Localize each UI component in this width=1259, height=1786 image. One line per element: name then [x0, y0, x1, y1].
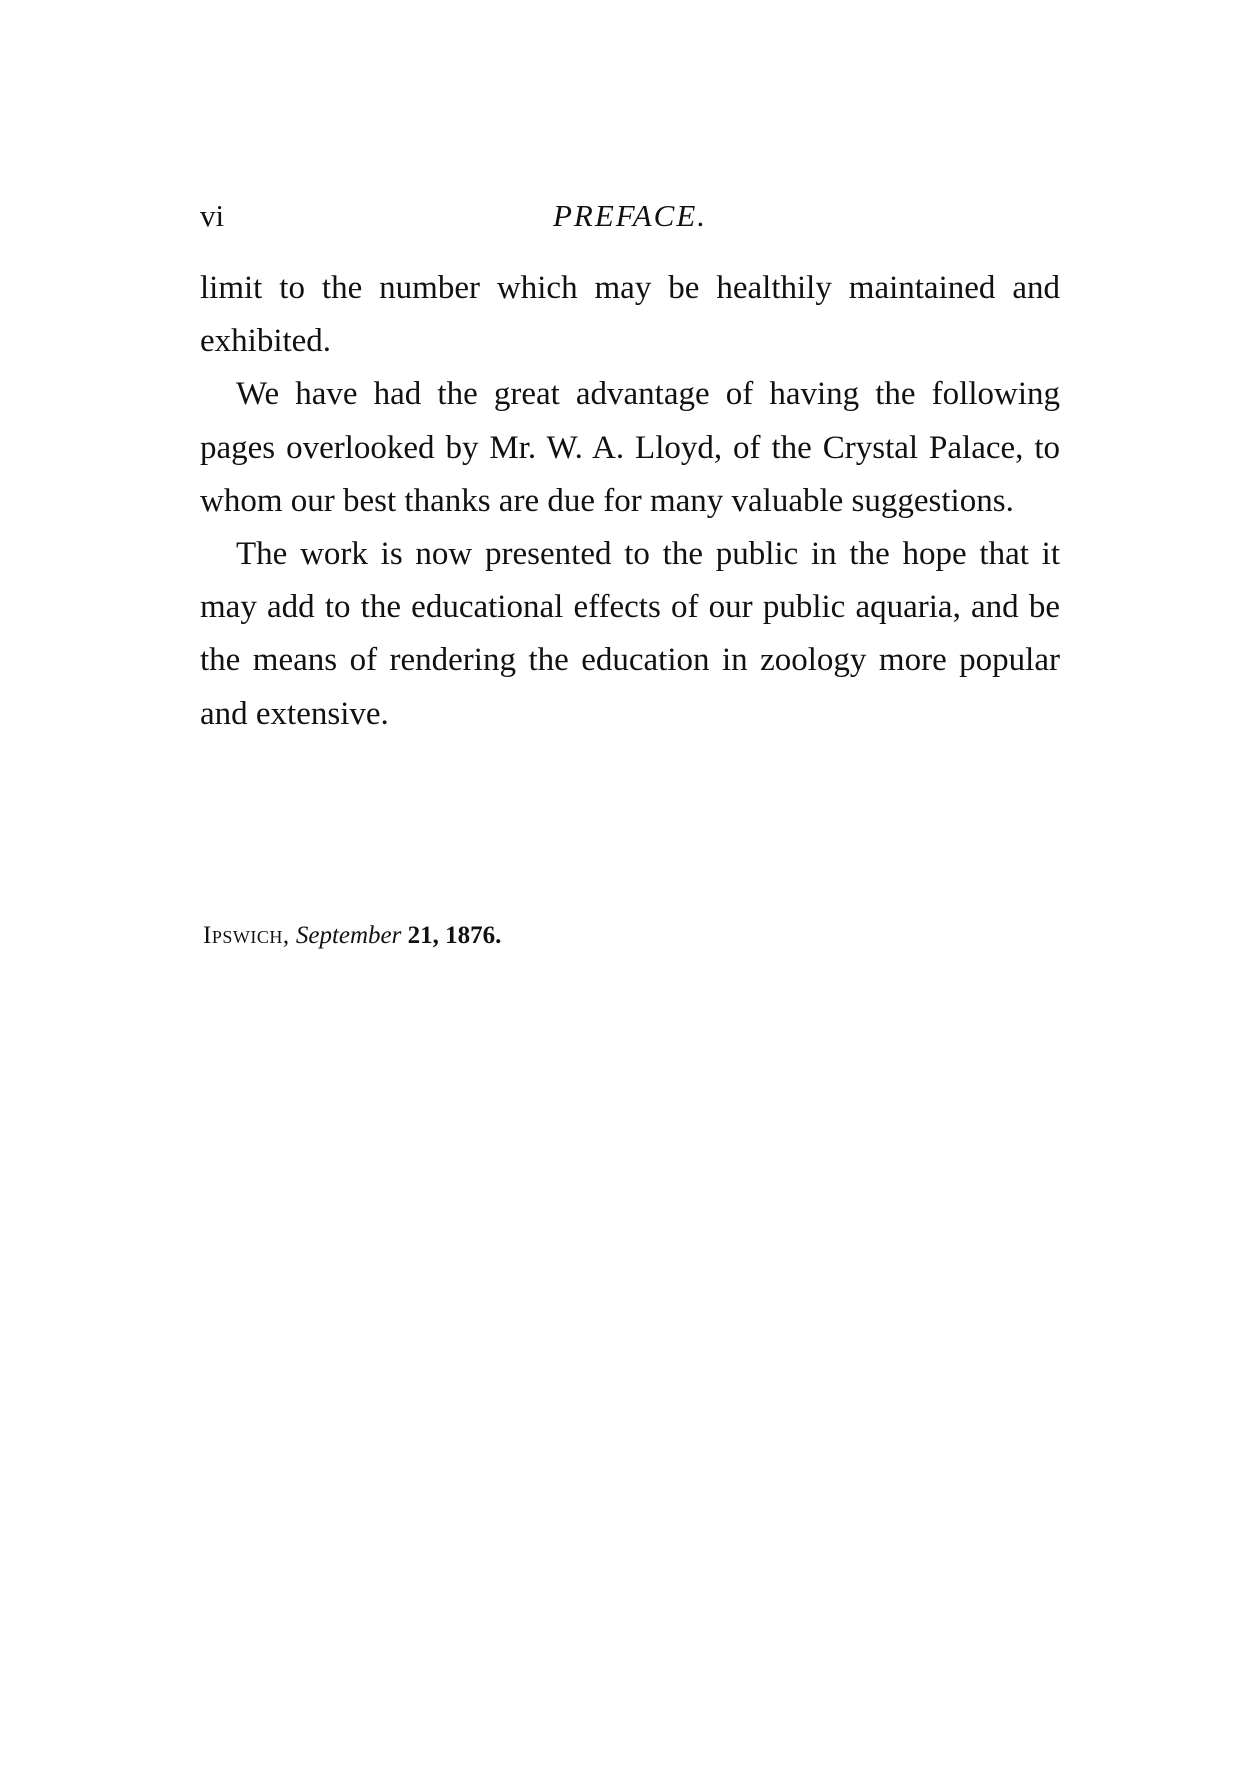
paragraph-purpose: The work is now presented to the public in the hope that it may add to the educational effects of our public aquaria, and be the means of rendering the education in zoology more popular and extensive.: [200, 536, 1060, 732]
page-number: vi: [200, 198, 225, 233]
signature-line: [203, 916, 501, 956]
signature-place: Ipswich,: [203, 922, 290, 949]
paragraph-continued: limit to the number which may be healthily maintained and exhibited.: [200, 270, 1060, 360]
page-title: PREFACE.: [552, 198, 708, 233]
preface-body: [200, 262, 1060, 741]
running-head: [200, 196, 1060, 240]
signature-month: September: [295, 922, 402, 949]
signature-day-year: 21, 1876.: [407, 922, 502, 949]
paragraph-acknowledgement: We have had the great advantage of having the following pages overlooked by Mr. W. A. Lloyd, of the Crystal Palace, to whom our best thanks are due for many valuable suggestions.: [200, 376, 1060, 519]
